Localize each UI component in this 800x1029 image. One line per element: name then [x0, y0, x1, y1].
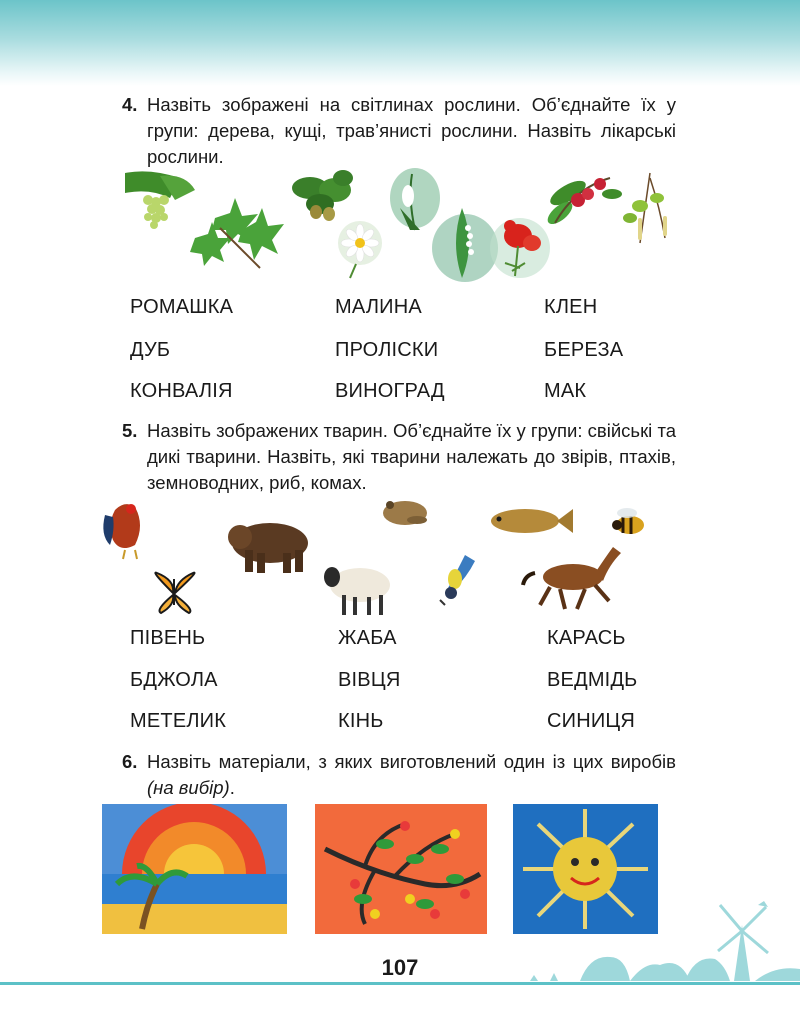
plant-word: РОМАШКА: [130, 296, 234, 318]
landscape-silhouette-decoration: [520, 895, 800, 985]
task-text: Назвіть зображені на світлинах рослини. Об’єднайте їх у групи: дерева, кущі, трав’янисті рослини. Назвіть лікарські рослини.: [147, 94, 676, 167]
bee-photo: [612, 508, 644, 534]
sheep-photo: [324, 567, 390, 615]
mosaic-sunset-photo: [102, 804, 287, 934]
page-number: 107: [381, 955, 419, 980]
frog-photo: [383, 501, 427, 525]
task-text-main: Назвіть матеріали, з яких виготовлений один із цих виробів: [147, 751, 676, 772]
chamomile-photo: [338, 221, 382, 278]
raspberry-photo: [544, 176, 622, 228]
task-6: [122, 749, 676, 801]
lily-of-the-valley-photo: [432, 208, 498, 282]
animal-word: ВІВЦЯ: [338, 669, 401, 691]
animal-word: МЕТЕЛИК: [130, 710, 227, 732]
maple-photo: [190, 198, 284, 268]
animal-word: СИНИЦЯ: [547, 710, 636, 732]
task-4: [122, 92, 676, 170]
butterfly-photo: [155, 573, 194, 613]
task-number: 6.: [122, 751, 138, 772]
plasticine-branch-photo: [315, 804, 487, 934]
plant-word: КОНВАЛІЯ: [130, 380, 233, 402]
task-text-end: .: [229, 777, 235, 798]
task-number: 4.: [122, 94, 138, 115]
plant-word: МАК: [544, 380, 587, 402]
animal-word: ЖАБА: [338, 627, 397, 649]
task-text-italic: (на вибір): [147, 777, 230, 798]
bluetit-photo: [440, 555, 475, 605]
plant-word: КЛЕН: [544, 296, 598, 318]
task-5: [122, 418, 676, 496]
task-text: Назвіть зображених тварин. Об’єднайте їх у групи: свійські та дикі тварини. Назвіть, які тварини належать до звірів, птахів, земноводних, риб, комах.: [147, 420, 676, 493]
plant-word: ДУБ: [130, 339, 171, 361]
poppy-photo: [490, 218, 550, 278]
snowdrop-photo: [390, 168, 440, 230]
task-number: 5.: [122, 420, 138, 441]
animal-word: КАРАСЬ: [547, 627, 626, 649]
animal-word: КІНЬ: [338, 710, 384, 732]
rooster-photo: [103, 504, 140, 559]
horse-photo: [523, 547, 621, 609]
plant-word: БЕРЕЗА: [544, 339, 624, 361]
plant-word: ВИНОГРАД: [335, 380, 445, 402]
top-header-band: [0, 0, 800, 86]
grape-photo: [125, 171, 195, 229]
task-text: [147, 749, 676, 801]
animals-photos: [95, 495, 675, 620]
animal-word: БДЖОЛА: [130, 669, 218, 691]
plants-photos: [120, 168, 680, 283]
bear-photo: [228, 523, 308, 573]
oak-photo: [292, 170, 353, 221]
animal-word: ПІВЕНЬ: [130, 627, 206, 649]
birch-photo: [623, 173, 667, 243]
plant-word: ПРОЛІСКИ: [335, 339, 439, 361]
carp-photo: [491, 509, 573, 533]
plant-word: МАЛИНА: [335, 296, 422, 318]
animal-word: ВЕДМІДЬ: [547, 669, 638, 691]
